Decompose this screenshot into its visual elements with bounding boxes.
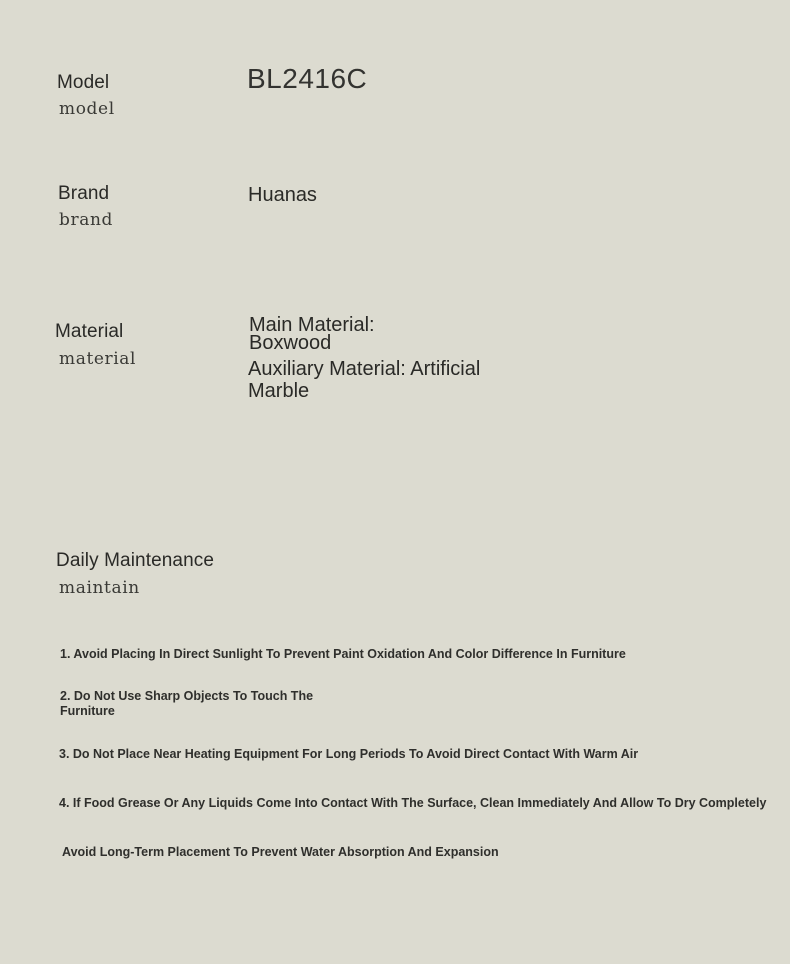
model-sublabel: model xyxy=(59,99,115,119)
maintenance-tip: 3. Do Not Place Near Heating Equipment For Long Periods To Avoid Direct Contact With Warm Air xyxy=(59,747,639,761)
model-value: BL2416C xyxy=(247,63,368,94)
maintenance-label: Daily Maintenance xyxy=(56,550,215,571)
material-sublabel: material xyxy=(59,349,137,369)
main-material-value: Boxwood xyxy=(249,332,332,354)
brand-label: Brand xyxy=(58,183,110,204)
main-material-prefix: Main Material: xyxy=(249,314,375,336)
brand-value: Huanas xyxy=(248,184,317,206)
model-label: Model xyxy=(57,72,110,93)
maintenance-tip: 4. If Food Grease Or Any Liquids Come Into Contact With The Surface, Clean Immediately And Allow To Dry Completely xyxy=(59,796,767,810)
brand-sublabel: brand xyxy=(59,210,113,230)
material-label: Material xyxy=(55,321,124,342)
main-material-text xyxy=(249,316,419,352)
auxiliary-material: Auxiliary Material: Artificial Marble xyxy=(248,358,481,402)
maintenance-tip: 1. Avoid Placing In Direct Sunlight To Prevent Paint Oxidation And Color Difference In Furniture xyxy=(60,647,626,661)
maintenance-sublabel: maintain xyxy=(59,578,140,598)
maintenance-tip: 2. Do Not Use Sharp Objects To Touch The Furniture xyxy=(60,689,314,718)
maintenance-tip: Avoid Long-Term Placement To Prevent Water Absorption And Expansion xyxy=(62,845,499,859)
